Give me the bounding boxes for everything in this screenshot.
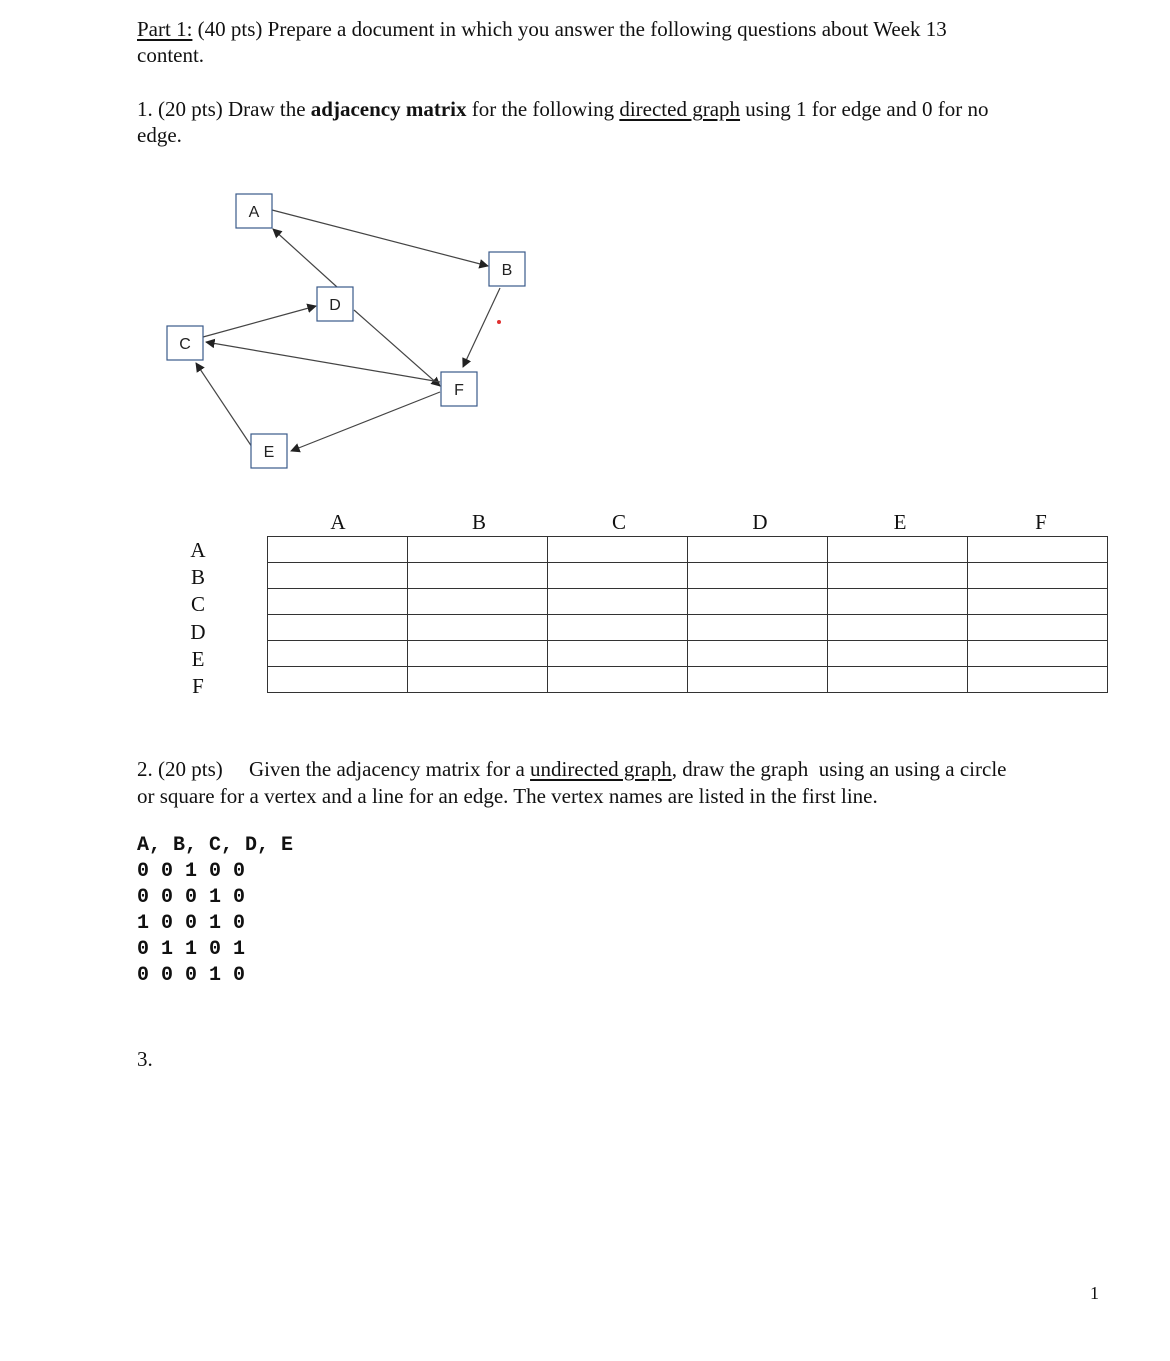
matrix-cell[interactable] [828, 589, 968, 615]
matrix-cell[interactable] [968, 589, 1108, 615]
q2-matrix-row: 0 1 1 0 1 [137, 938, 246, 961]
node-c-label: C [179, 336, 191, 353]
q1-directed-graph: directed graph [619, 97, 741, 121]
matrix-cell[interactable] [268, 537, 408, 563]
matrix-cell[interactable] [408, 537, 548, 563]
matrix-cell[interactable] [408, 589, 548, 615]
matrix-cell[interactable] [828, 667, 968, 693]
node-a [236, 194, 272, 228]
q2-matrix-row: 1 0 0 1 0 [137, 912, 246, 935]
matrix-cell[interactable] [828, 641, 968, 667]
edge-c-d [203, 306, 316, 337]
matrix-row-header: D [190, 620, 206, 644]
matrix-row-header: F [192, 674, 204, 698]
part1-text: (40 pts) Prepare a document in which you answer the following questions about Week 13 [192, 17, 947, 41]
q2-matrix-row: 0 0 1 0 0 [137, 860, 246, 883]
matrix-cell[interactable] [548, 667, 688, 693]
matrix-cell[interactable] [968, 537, 1108, 563]
edge-e-c [196, 363, 254, 450]
matrix-cell[interactable] [268, 667, 408, 693]
node-e [251, 434, 287, 468]
matrix-cell[interactable] [688, 589, 828, 615]
edge-b-f [463, 288, 500, 367]
q2-suffix: , draw the graph using an using a circle [671, 757, 1007, 781]
q3-label: 3. [137, 1047, 153, 1071]
matrix-col-header: F [1035, 510, 1047, 534]
matrix-cell[interactable] [828, 537, 968, 563]
node-d [317, 287, 353, 321]
node-f-label: F [454, 382, 464, 399]
q1-bold-term: adjacency matrix [310, 97, 467, 121]
matrix-cell[interactable] [268, 589, 408, 615]
node-f [441, 372, 477, 406]
matrix-cell[interactable] [688, 615, 828, 641]
edge-f-c [206, 342, 440, 382]
q2-matrix-header: A, B, C, D, E [137, 834, 294, 857]
matrix-cell[interactable] [408, 615, 548, 641]
node-d-label: D [329, 297, 341, 314]
matrix-cell[interactable] [268, 615, 408, 641]
matrix-cell[interactable] [828, 563, 968, 589]
table-row [268, 667, 1108, 693]
q2-line1 [137, 756, 1006, 782]
node-b-label: B [501, 262, 513, 279]
matrix-cell[interactable] [548, 563, 688, 589]
matrix-row-header: B [190, 565, 205, 589]
matrix-cell[interactable] [548, 537, 688, 563]
matrix-row-header: A [190, 538, 206, 562]
matrix-row-header: E [191, 647, 205, 671]
q2-prefix: 2. (20 pts) Given the adjacency matrix for a [137, 757, 531, 781]
table-row [268, 641, 1108, 667]
part1-line2: content. [137, 43, 205, 67]
matrix-row-header: C [190, 592, 205, 616]
matrix-cell[interactable] [548, 615, 688, 641]
matrix-cell[interactable] [688, 641, 828, 667]
q1-line2: edge. [137, 123, 182, 147]
node-b [489, 252, 525, 286]
node-a-label: A [248, 204, 260, 221]
adjacency-matrix-table [267, 536, 1108, 693]
matrix-cell[interactable] [968, 667, 1108, 693]
matrix-cell[interactable] [408, 641, 548, 667]
matrix-col-header: B [471, 510, 486, 534]
node-e-label: E [263, 444, 275, 461]
matrix-col-header: E [893, 510, 907, 534]
matrix-cell[interactable] [968, 615, 1108, 641]
q2-matrix-row: 0 0 0 1 0 [137, 886, 246, 909]
node-c [167, 326, 203, 360]
matrix-cell[interactable] [688, 667, 828, 693]
table-row [268, 615, 1108, 641]
matrix-col-header: D [752, 510, 768, 534]
matrix-col-header: C [611, 510, 626, 534]
table-row [268, 537, 1108, 563]
q2-matrix-row: 0 0 0 1 0 [137, 964, 246, 987]
table-row [268, 589, 1108, 615]
part1-label: Part 1: [137, 17, 193, 41]
q1-mid: for the following [466, 97, 620, 121]
matrix-cell[interactable] [688, 563, 828, 589]
matrix-cell[interactable] [268, 563, 408, 589]
matrix-cell[interactable] [968, 641, 1108, 667]
edge-d-a [273, 229, 337, 287]
edge-f-e [291, 392, 440, 451]
directed-graph [0, 0, 1170, 500]
matrix-cell[interactable] [968, 563, 1108, 589]
matrix-cell[interactable] [548, 589, 688, 615]
q2-undirected-graph: undirected graph [530, 757, 672, 781]
matrix-cell[interactable] [548, 641, 688, 667]
q1-prefix: 1. (20 pts) Draw the [137, 97, 311, 121]
matrix-cell[interactable] [688, 537, 828, 563]
matrix-col-header: A [330, 510, 346, 534]
matrix-cell[interactable] [268, 641, 408, 667]
stray-red-dot [497, 320, 501, 324]
page-number: 1 [1090, 1283, 1099, 1303]
table-row [268, 563, 1108, 589]
q1-suffix: using 1 for edge and 0 for no [740, 97, 989, 121]
matrix-cell[interactable] [408, 563, 548, 589]
q2-line2: or square for a vertex and a line for an edge. The vertex names are listed in the first line. [137, 784, 878, 808]
matrix-cell[interactable] [828, 615, 968, 641]
matrix-cell[interactable] [408, 667, 548, 693]
